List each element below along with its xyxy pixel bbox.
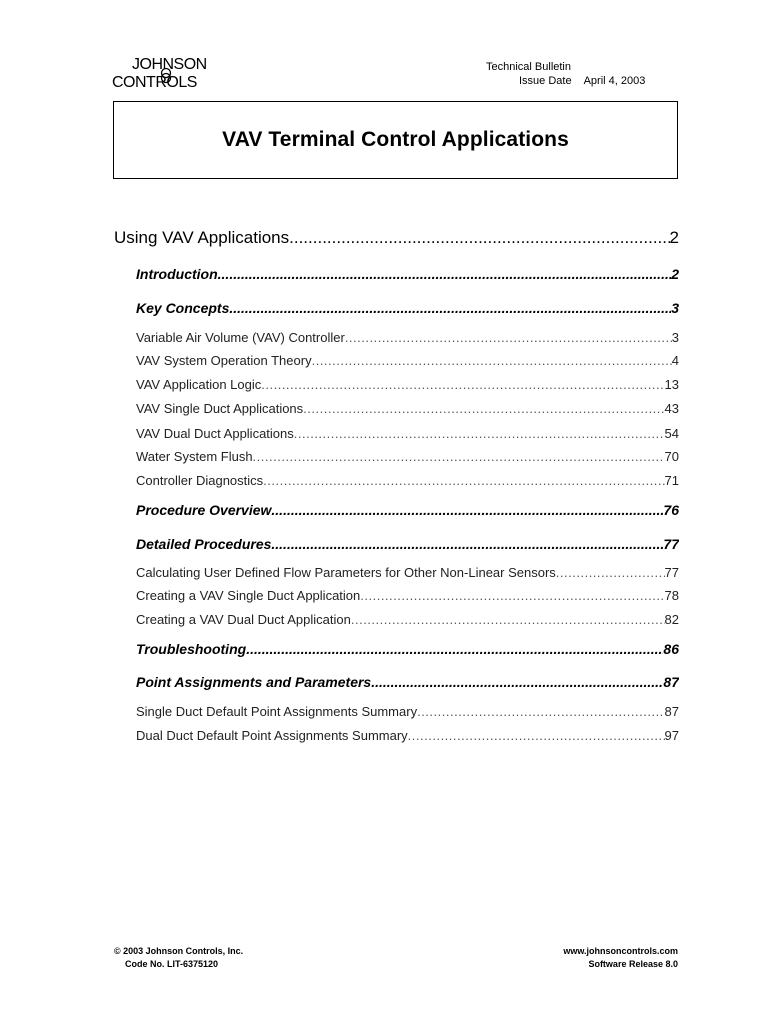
footer-left: [114, 945, 243, 971]
code-number: Code No. LIT-6375120: [125, 959, 219, 969]
toc-leader-dots: [303, 401, 664, 416]
toc-entry-label: Key Concepts: [136, 300, 230, 316]
toc-entry-page: 77: [664, 565, 679, 580]
toc-leader-dots: [289, 228, 669, 248]
toc-leader-dots: [351, 612, 665, 627]
toc-entry-page: 3: [671, 300, 679, 316]
toc-entry-label: Procedure Overview: [136, 502, 272, 518]
toc-leader-dots: [246, 641, 663, 657]
toc-entry-page: 4: [671, 353, 679, 368]
toc-entry-label: Detailed Procedures: [136, 536, 272, 552]
toc-entry-page: 3: [671, 330, 679, 345]
toc-entry-label: Introduction: [136, 266, 218, 282]
toc-entry-label: VAV System Operation Theory: [136, 353, 312, 368]
toc-entry-label: Point Assignments and Parameters: [136, 674, 372, 690]
toc-entry-page: 71: [664, 473, 679, 488]
toc-entry[interactable]: [136, 353, 679, 368]
toc-entry-page: 2: [669, 228, 679, 247]
toc-entry-label: VAV Dual Duct Applications: [136, 426, 294, 441]
toc-entry[interactable]: [136, 426, 679, 441]
toc-leader-dots: [271, 502, 663, 518]
toc-entry-label: Calculating User Defined Flow Parameters for Other Non-Linear Sensors: [136, 565, 556, 580]
toc-entry[interactable]: [136, 377, 679, 392]
toc-entry-label: VAV Single Duct Applications: [136, 401, 304, 416]
document-title: VAV Terminal Control Applications: [222, 128, 569, 151]
toc-entry[interactable]: [136, 473, 679, 488]
toc-entry-label: Using VAV Applications: [114, 228, 290, 247]
issue-date: April 4, 2003: [583, 75, 646, 87]
svg-text:JOHNSON: JOHNSON: [132, 56, 207, 73]
toc-leader-dots: [229, 300, 671, 316]
toc-entry-label: Single Duct Default Point Assignments Summary: [136, 704, 418, 719]
toc-entry-label: Controller Diagnostics: [136, 473, 264, 488]
toc-leader-dots: [371, 674, 663, 690]
issue-date-label: Issue Date: [519, 75, 572, 87]
toc-entry-label: Troubleshooting: [136, 641, 247, 657]
toc-entry[interactable]: [136, 449, 679, 464]
toc-entry[interactable]: [136, 674, 679, 690]
toc-leader-dots: [408, 728, 665, 743]
toc-entry[interactable]: [136, 704, 679, 719]
toc-entry-page: 87: [664, 704, 679, 719]
toc-entry[interactable]: [136, 266, 679, 282]
toc-leader-dots: [271, 536, 663, 552]
toc-entry[interactable]: [136, 330, 679, 345]
toc-entry-label: Water System Flush: [136, 449, 253, 464]
toc-leader-dots: [345, 330, 672, 345]
toc-leader-dots: [253, 449, 665, 464]
toc-entry-page: 2: [671, 266, 679, 282]
toc-entry-label: Dual Duct Default Point Assignments Summary: [136, 728, 408, 743]
toc-leader-dots: [312, 353, 672, 368]
toc-entry-page: 43: [664, 401, 679, 416]
toc-entry-page: 87: [663, 674, 679, 690]
toc-entry-page: 13: [664, 377, 679, 392]
toc-leader-dots: [294, 426, 665, 441]
footer-right: [563, 945, 678, 971]
copyright: © 2003 Johnson Controls, Inc.: [114, 946, 244, 956]
toc-entry-page: 97: [664, 728, 679, 743]
toc-entry-page: 70: [664, 449, 679, 464]
toc-entry[interactable]: [136, 536, 679, 552]
johnson-controls-logo: [112, 55, 262, 91]
toc-entry-page: 78: [664, 588, 679, 603]
toc-entry-page: 82: [664, 612, 679, 627]
toc-entry[interactable]: [136, 612, 679, 627]
toc-entry[interactable]: [136, 300, 679, 316]
svg-text:CONTROLS: CONTROLS: [112, 74, 197, 91]
toc-entry-page: 54: [664, 426, 679, 441]
toc-entry[interactable]: [136, 588, 679, 603]
toc-entry[interactable]: [136, 641, 679, 657]
toc-entry[interactable]: [114, 228, 679, 248]
toc-entry[interactable]: [136, 728, 679, 743]
website-link[interactable]: www.johnsoncontrols.com: [563, 946, 678, 956]
bulletin-type: Technical Bulletin: [486, 61, 571, 73]
toc-entry-label: Creating a VAV Single Duct Application: [136, 588, 361, 603]
issue-date-row: [519, 74, 645, 88]
toc-entry[interactable]: [136, 502, 679, 518]
toc-leader-dots: [261, 377, 664, 392]
toc-leader-dots: [360, 588, 664, 603]
toc-leader-dots: [218, 266, 672, 282]
title-box: [113, 101, 678, 179]
toc-leader-dots: [263, 473, 664, 488]
toc-entry[interactable]: [136, 401, 679, 416]
toc-entry-label: VAV Application Logic: [136, 377, 262, 392]
toc-entry-label: Variable Air Volume (VAV) Controller: [136, 330, 345, 345]
toc-leader-dots: [556, 565, 665, 580]
toc-entry-page: 86: [663, 641, 679, 657]
toc-entry-page: 76: [663, 502, 679, 518]
software-release: Software Release 8.0: [588, 959, 678, 969]
toc-entry-label: Creating a VAV Dual Duct Application: [136, 612, 351, 627]
toc-leader-dots: [417, 704, 664, 719]
toc-entry[interactable]: [136, 565, 679, 580]
toc-entry-page: 77: [663, 536, 679, 552]
